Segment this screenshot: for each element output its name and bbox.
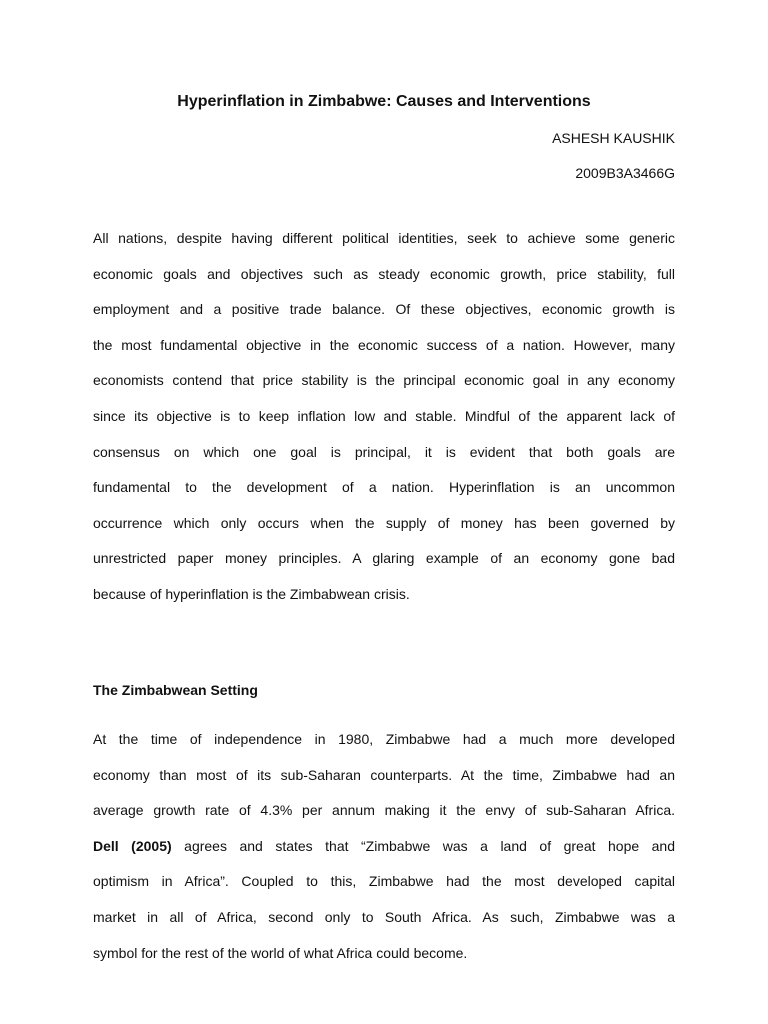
setting-line-citation — [93, 829, 675, 865]
setting-paragraph — [93, 722, 675, 971]
intro-paragraph — [93, 221, 675, 613]
intro-line: fundamental to the development of a nation. Hyperinflation is an uncommon — [93, 479, 675, 496]
setting-line: optimism in Africa”. Coupled to this, Zimbabwe had the most developed capital — [93, 873, 675, 890]
intro-line: because of hyperinflation is the Zimbabwean crisis. — [93, 585, 410, 602]
intro-line: All nations, despite having different political identities, seek to achieve some generic — [93, 230, 675, 246]
setting-line: market in all of Africa, second only to South Africa. As such, Zimbabwe was a — [93, 908, 675, 925]
intro-line: the most fundamental objective in the economic success of a nation. However, many — [93, 336, 675, 353]
setting-line: average growth rate of 4.3% per annum making it the envy of sub-Saharan Africa. — [93, 802, 675, 819]
setting-line: economy than most of its sub-Saharan counterparts. At the time, Zimbabwe had an — [93, 766, 675, 783]
section-heading: The Zimbabwean Setting — [93, 682, 258, 698]
document-page — [93, 0, 675, 1024]
intro-line: since its objective is to keep inflation low and stable. Mindful of the apparent lack of — [93, 407, 675, 424]
setting-line: At the time of independence in 1980, Zimbabwe had a much more developed — [93, 731, 675, 747]
intro-line: consensus on which one goal is principal, it is evident that both goals are — [93, 443, 675, 460]
intro-line: economic goals and objectives such as steady economic growth, price stability, full — [93, 265, 675, 282]
document-title: Hyperinflation in Zimbabwe: Causes and Interventions — [177, 93, 591, 110]
author-name: ASHESH KAUSHIK — [552, 130, 675, 146]
intro-line: occurrence which only occurs when the supply of money has been governed by — [93, 514, 675, 531]
intro-line: economists contend that price stability is the principal economic goal in any economy — [93, 372, 675, 389]
citation: Dell (2005) — [93, 837, 172, 854]
intro-line: employment and a positive trade balance. Of these objectives, economic growth is — [93, 301, 675, 318]
citation-rest: agrees and states that “Zimbabwe was a land of great hope and — [171, 837, 675, 854]
intro-line: unrestricted paper money principles. A glaring example of an economy gone bad — [93, 550, 675, 567]
student-id: 2009B3A3466G — [575, 165, 675, 181]
setting-line: symbol for the rest of the world of what Africa could become. — [93, 944, 468, 961]
